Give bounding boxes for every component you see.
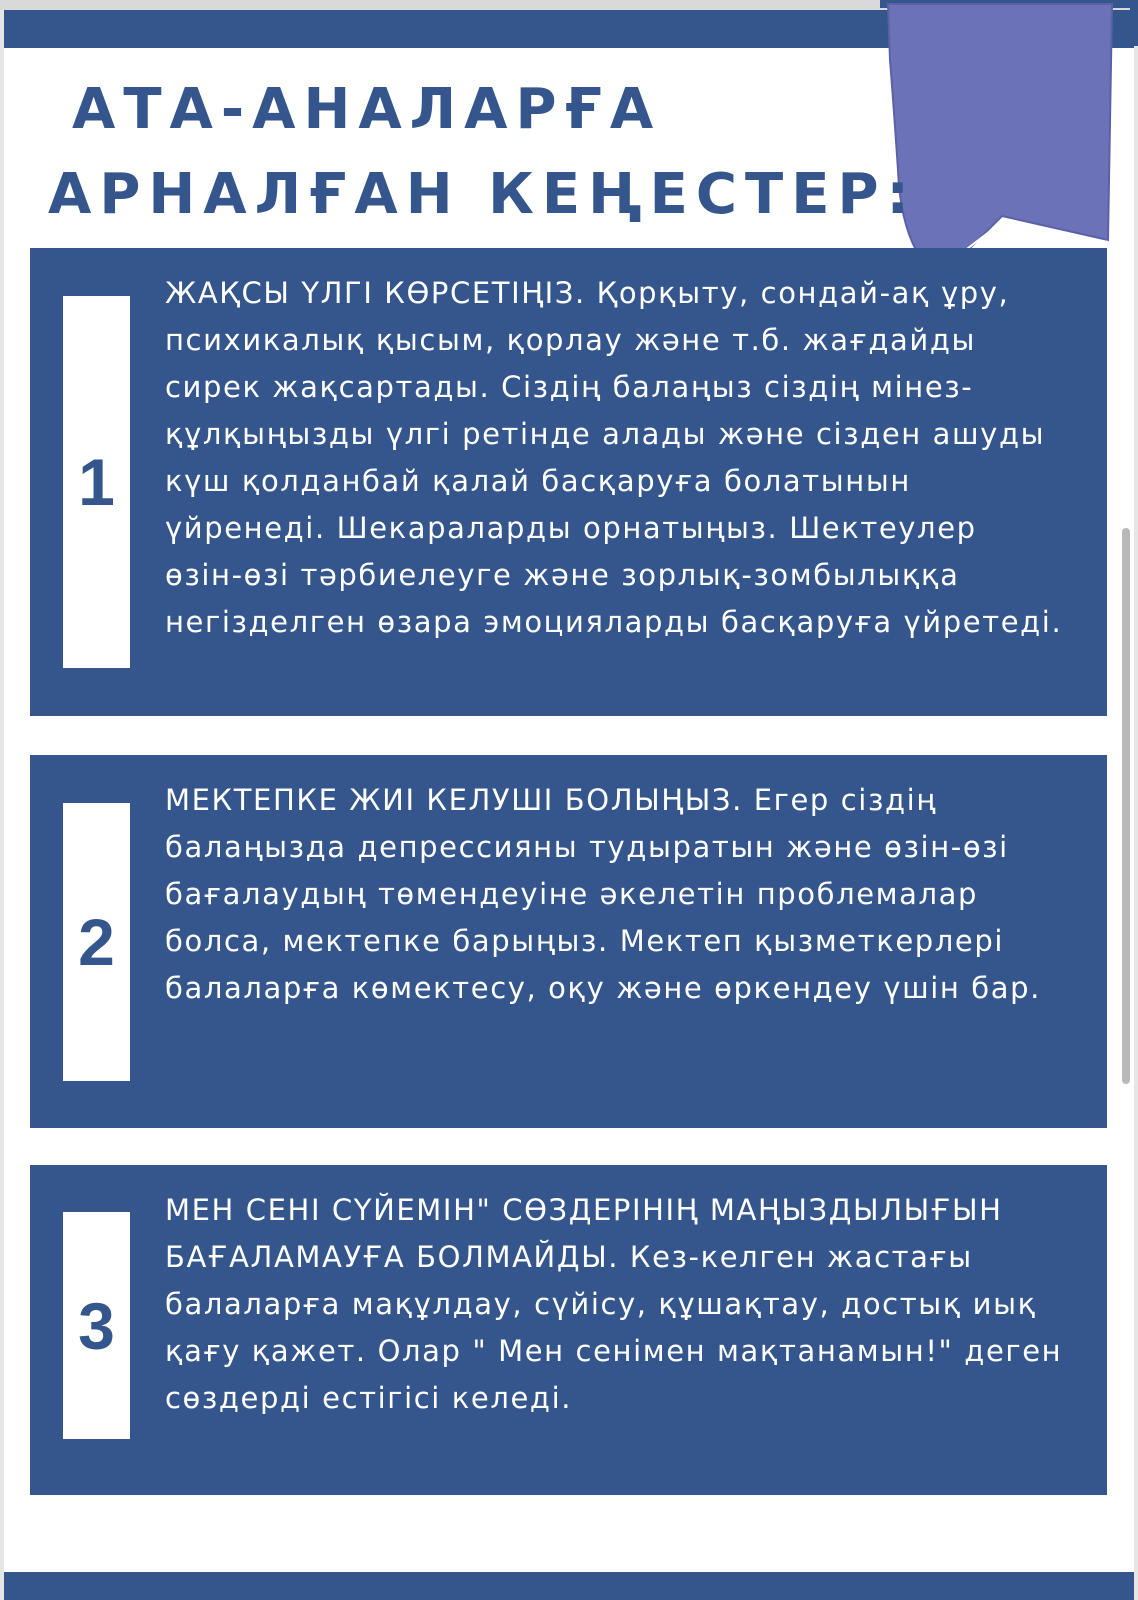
page-title-line-1: АТА-АНАЛАРҒА — [72, 77, 662, 142]
tip-number: 2 — [78, 905, 115, 979]
page-left-edge — [0, 0, 4, 1600]
tip-number: 1 — [78, 445, 115, 519]
ribbon-decoration — [880, 0, 1138, 280]
footer-bar — [4, 1572, 1134, 1600]
tip-number-box — [63, 803, 130, 1081]
tip-number-box — [63, 296, 130, 668]
tip-number-box — [63, 1212, 130, 1439]
tip-card-2 — [30, 755, 1107, 1128]
tip-text: ЖАҚСЫ ҮЛГІ КӨРСЕТІҢІЗ. Қорқыту, сондай-ақ ұру, психикалық қысым, қорлау және т.б. жағдайды сирек жақсартады. Сіздің балаңыз сіздің мінез-құлқыңызды үлгі ретінде алады және сізден ашуды күш қолданбай қалай басқаруға болатынын үйренеді. Шекараларды орнатыңыз. Шектеулер өзін-өзі тәрбиелеуге және зорлық-зомбылыққа негізделген өзара эмоцияларды басқаруға үйретеді. — [165, 276, 1063, 639]
tip-text: МЕКТЕПКЕ ЖИІ КЕЛУШІ БОЛЫҢЫЗ. Егер сіздің балаңызда депрессияны тудыратын және өзін-өзі бағалаудың төмендеуіне әкелетін проблемалар болса, мектепке барыңыз. Мектеп қызметкерлері балаларға көмектесу, оқу және өркендеу үшін бар. — [165, 783, 1041, 1005]
tip-card-3 — [30, 1165, 1107, 1495]
tip-card-1 — [30, 248, 1107, 716]
tip-number: 3 — [78, 1288, 115, 1363]
tip-text: МЕН СЕНІ СҮЙЕМІН" СӨЗДЕРІНІҢ МАҢЫЗДЫЛЫҒЫН БАҒАЛАМАУҒА БОЛМАЙДЫ. Кез-келген жастағы балаларға мақұлдау, сүйісу, құшақтау, достық иық қағу қажет. Олар " Мен сенімен мақтанамын!" деген сөздерді естігісі келеді. — [165, 1193, 1063, 1415]
scrollbar-thumb[interactable] — [1122, 528, 1130, 1084]
page-title-line-2: АРНАЛҒАН КЕҢЕСТЕР: — [48, 162, 917, 227]
